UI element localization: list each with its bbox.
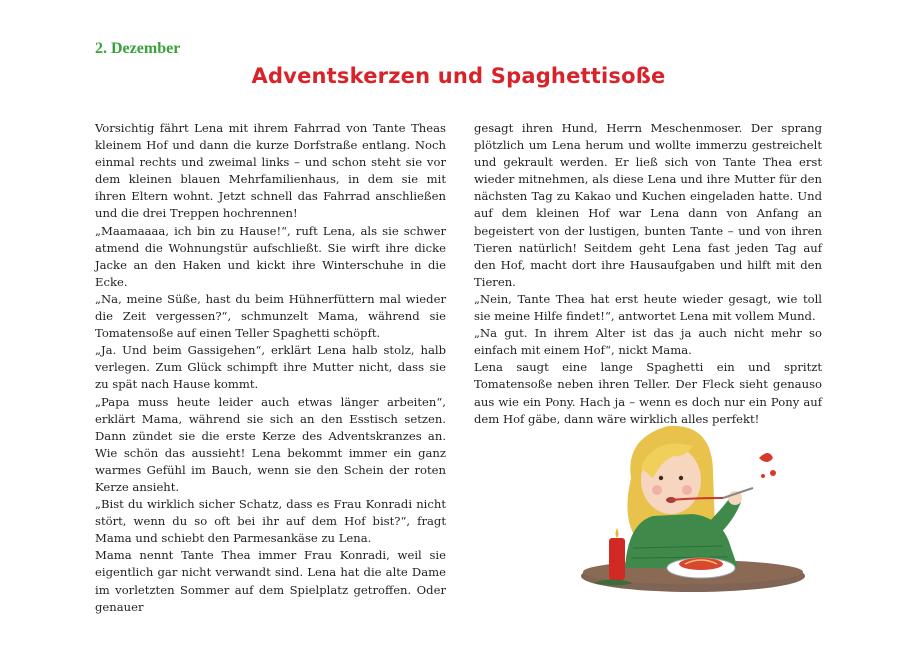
paragraph: „Ja. Und beim Gassigehen“, erklärt Lena halb stolz, halb verlegen. Zum Glück schimpft ihre Mutter nicht, dass sie zu spät nach Hause kommt. (95, 343, 446, 392)
paragraph: „Na gut. In ihrem Alter ist das ja auch nicht mehr so einfach mit einem Hof“, nickt Mama. (474, 326, 822, 358)
right-text-column (474, 120, 822, 428)
chapter-title: Adventskerzen und Spaghettisoße (251, 64, 666, 88)
paragraph: „Nein, Tante Thea hat erst heute wieder gesagt, wie toll sie meine Hilfe findet!“, antwortet Lena mit vollem Mund. (474, 291, 822, 324)
left-text-column (95, 120, 446, 616)
candle-icon (609, 538, 625, 580)
paragraph: gesagt ihren Hund, Herrn Meschenmoser. Der sprang plötzlich um Lena herum und wollte immerzu gestreichelt und gekrault werden. Er ließ sich von Tante Thea erst wieder mitnehmen, als diese Lena und ihre Mutter für den nächsten Tag zu Kakao und Kuchen eingeladen hatte. Und auf dem kleinen Hof war Lena dann von Anfang an begeistert von der lustigen, bunten Tante – und von ihren Tieren natürlich! Seitdem geht Lena fast jeden Tag auf den Hof, macht dort ihre Hausaufgaben und hilft mit den Tieren. (474, 121, 822, 289)
sauce-splash-icon (759, 453, 773, 462)
paragraph: „Bist du wirklich sicher Schatz, dass es Frau Konradi nicht stört, wenn du so oft bei ihr auf dem Hof bist?“, fragt Mama und schiebt den Parmesankäse zu Lena. (95, 497, 446, 546)
girl-eating-spaghetti-illustration (573, 418, 805, 603)
paragraph: „Na, meine Süße, hast du beim Hühnerfüttern mal wieder die Zeit vergessen?“, schmunzelt Mama, während sie Tomatensoße auf einen Teller Spaghetti schöpft. (95, 291, 446, 341)
paragraph: Lena saugt eine lange Spaghetti ein und spritzt Tomatensoße neben ihren Teller. Der Fleck sieht genauso aus wie ein Pony. Hach ja – wenn es doch nur ein Pony auf dem Hof gäbe, dann wäre wirklich alles perfekt! (474, 360, 822, 426)
paragraph: „Maamaaaa, ich bin zu Hause!“, ruft Lena, als sie schwer atmend die Wohnungstür aufschließt. Sie wirft ihre dicke Jacke an den Haken und kickt ihre Winterschuhe in die Ecke. (95, 223, 446, 289)
chapter-date: 2. Dezember (95, 40, 181, 57)
paragraph: Mama nennt Tante Thea immer Frau Konradi, weil sie eigentlich gar nicht verwandt sind. Lena hat die alte Dame im vorletzten Sommer auf dem Spielplatz getroffen. Oder genauer (95, 548, 446, 614)
paragraph: Vorsichtig fährt Lena mit ihrem Fahrrad von Tante Theas kleinem Hof und dann die kurze Dorfstraße entlang. Noch einmal rechts und zweimal links – und schon steht sie vor dem kleinen blauen Mehrfamilienhaus, in dem sie mit ihren Eltern wohnt. Jetzt schnell das Fahrrad anschließen und die drei Treppen hochrennen! (95, 121, 446, 221)
paragraph: „Papa muss heute leider auch etwas länger arbeiten“, erklärt Mama, während sie sich an den Esstisch setzen. Dann zündet sie die erste Kerze des Adventskranzes an. Wie schön das aussieht! Lena bekommt immer ein ganz warmes Gefühl im Bauch, wenn sie den Schein der roten Kerze ansieht. (95, 394, 446, 494)
